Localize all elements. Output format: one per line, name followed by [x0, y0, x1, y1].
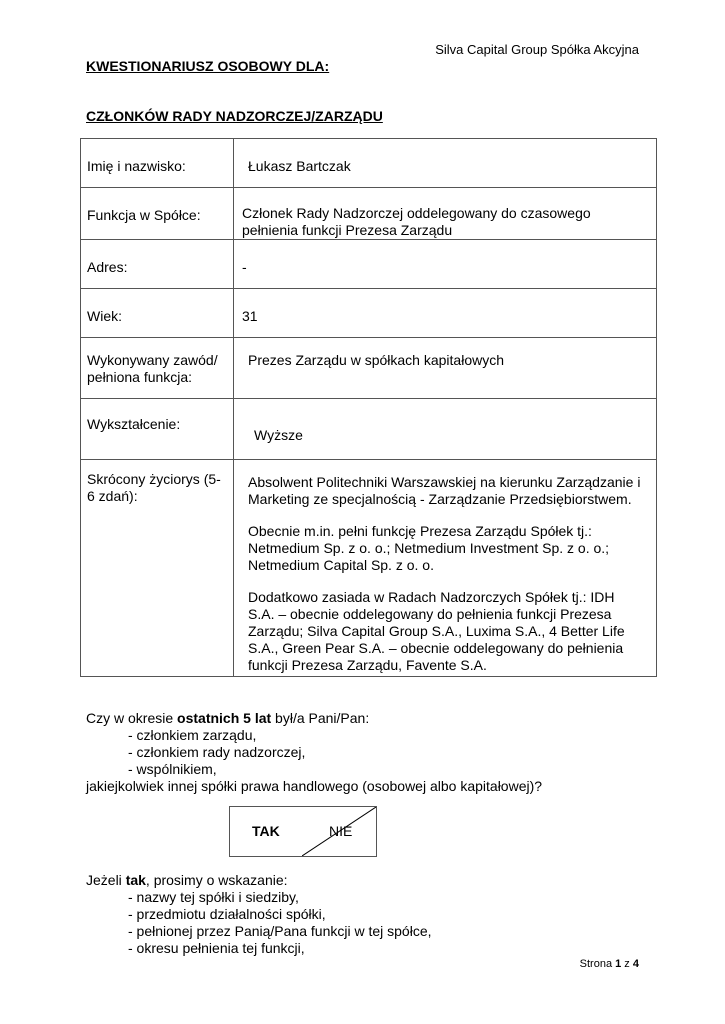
education-value: Wyższe: [234, 399, 657, 460]
table-row: [81, 188, 657, 240]
bio-paragraph: Absolwent Politechniki Warszawskiej na kierunku Zarządzanie i Marketing ze specjalnością - Zarządzanie Przedsiębiorstwem.: [248, 474, 641, 507]
question-intro: Czy w okresie ostatnich 5 lat był/a Pani/Pan:: [86, 710, 370, 726]
answer-no[interactable]: NIE: [329, 823, 353, 839]
bio-value: [234, 460, 657, 677]
answer-yes[interactable]: TAK: [252, 823, 280, 839]
address-value: -: [234, 240, 657, 289]
if-yes-block: [86, 872, 432, 957]
age-label: Wiek:: [81, 289, 234, 338]
table-row: [81, 240, 657, 289]
bio-paragraph: Obecnie m.in. pełni funkcję Prezesa Zarządu Spółek tj.: Netmedium Sp. z o. o.; Netmedium Investment Sp. z o. o.; Netmedium Capital Sp. z o. o.: [248, 523, 610, 573]
list-item: - pełnionej przez Panią/Pana funkcji w tej spółce,: [128, 923, 432, 939]
list-item: - przedmiotu działalności spółki,: [128, 906, 326, 922]
bio-label: Skrócony życiorys (5-6 zdań):: [81, 460, 234, 677]
question-list: [86, 727, 542, 778]
table-row: [81, 460, 657, 677]
bio-paragraph: Dodatkowo zasiada w Radach Nadzorczych Spółek tj.: IDH S.A. – obecnie oddelegowany do pełnienia funkcji Prezesa Zarządu; Silva Capital Group S.A., Luxima S.A., 4 Better Life S.A., Green Pear S.A. – obecnie oddelegowany do pełnienia funkcji Prezesa Zarządu, Favente S.A.: [248, 589, 625, 673]
age-value: 31: [234, 289, 657, 338]
document-subtitle: CZŁONKÓW RADY NADZORCZEJ/ZARZĄDU: [86, 108, 383, 124]
list-item: - wspólnikiem,: [128, 761, 217, 777]
table-row: [81, 338, 657, 399]
address-label: Adres:: [81, 240, 234, 289]
strike-line: [302, 807, 376, 856]
name-label: Imię i nazwisko:: [81, 139, 234, 188]
occupation-label: Wykonywany zawód/ pełniona funkcja:: [81, 338, 234, 399]
list-item: - okresu pełnienia tej funkcji,: [128, 940, 305, 956]
table-row: [81, 139, 657, 188]
question-closing: jakiejkolwiek innej spółki prawa handlowego (osobowej albo kapitałowej)?: [86, 778, 543, 794]
table-row: [81, 289, 657, 338]
if-yes-intro: Jeżeli tak, prosimy o wskazanie:: [86, 872, 288, 888]
education-label: Wykształcenie:: [81, 399, 234, 460]
occupation-value: Prezes Zarządu w spółkach kapitałowych: [234, 338, 657, 399]
page-number: Strona 1 z 4: [579, 958, 639, 970]
question-block: [86, 710, 542, 795]
if-yes-list: [86, 889, 432, 957]
list-item: - nazwy tej spółki i siedziby,: [128, 889, 299, 905]
document-title: KWESTIONARIUSZ OSOBOWY DLA:: [86, 58, 330, 74]
list-item: - członkiem rady nadzorczej,: [128, 744, 306, 760]
personal-questionnaire-table: [80, 138, 657, 677]
company-name: Silva Capital Group Spółka Akcyjna: [435, 42, 639, 57]
table-row: [81, 399, 657, 460]
list-item: - członkiem zarządu,: [128, 727, 257, 743]
name-value: Łukasz Bartczak: [234, 139, 657, 188]
function-value: Członek Rady Nadzorczej oddelegowany do czasowego pełnienia funkcji Prezesa Zarządu: [234, 188, 657, 240]
question-period: ostatnich 5 lat: [177, 710, 272, 726]
answer-box: [229, 806, 377, 857]
function-label: Funkcja w Spółce:: [81, 188, 234, 240]
